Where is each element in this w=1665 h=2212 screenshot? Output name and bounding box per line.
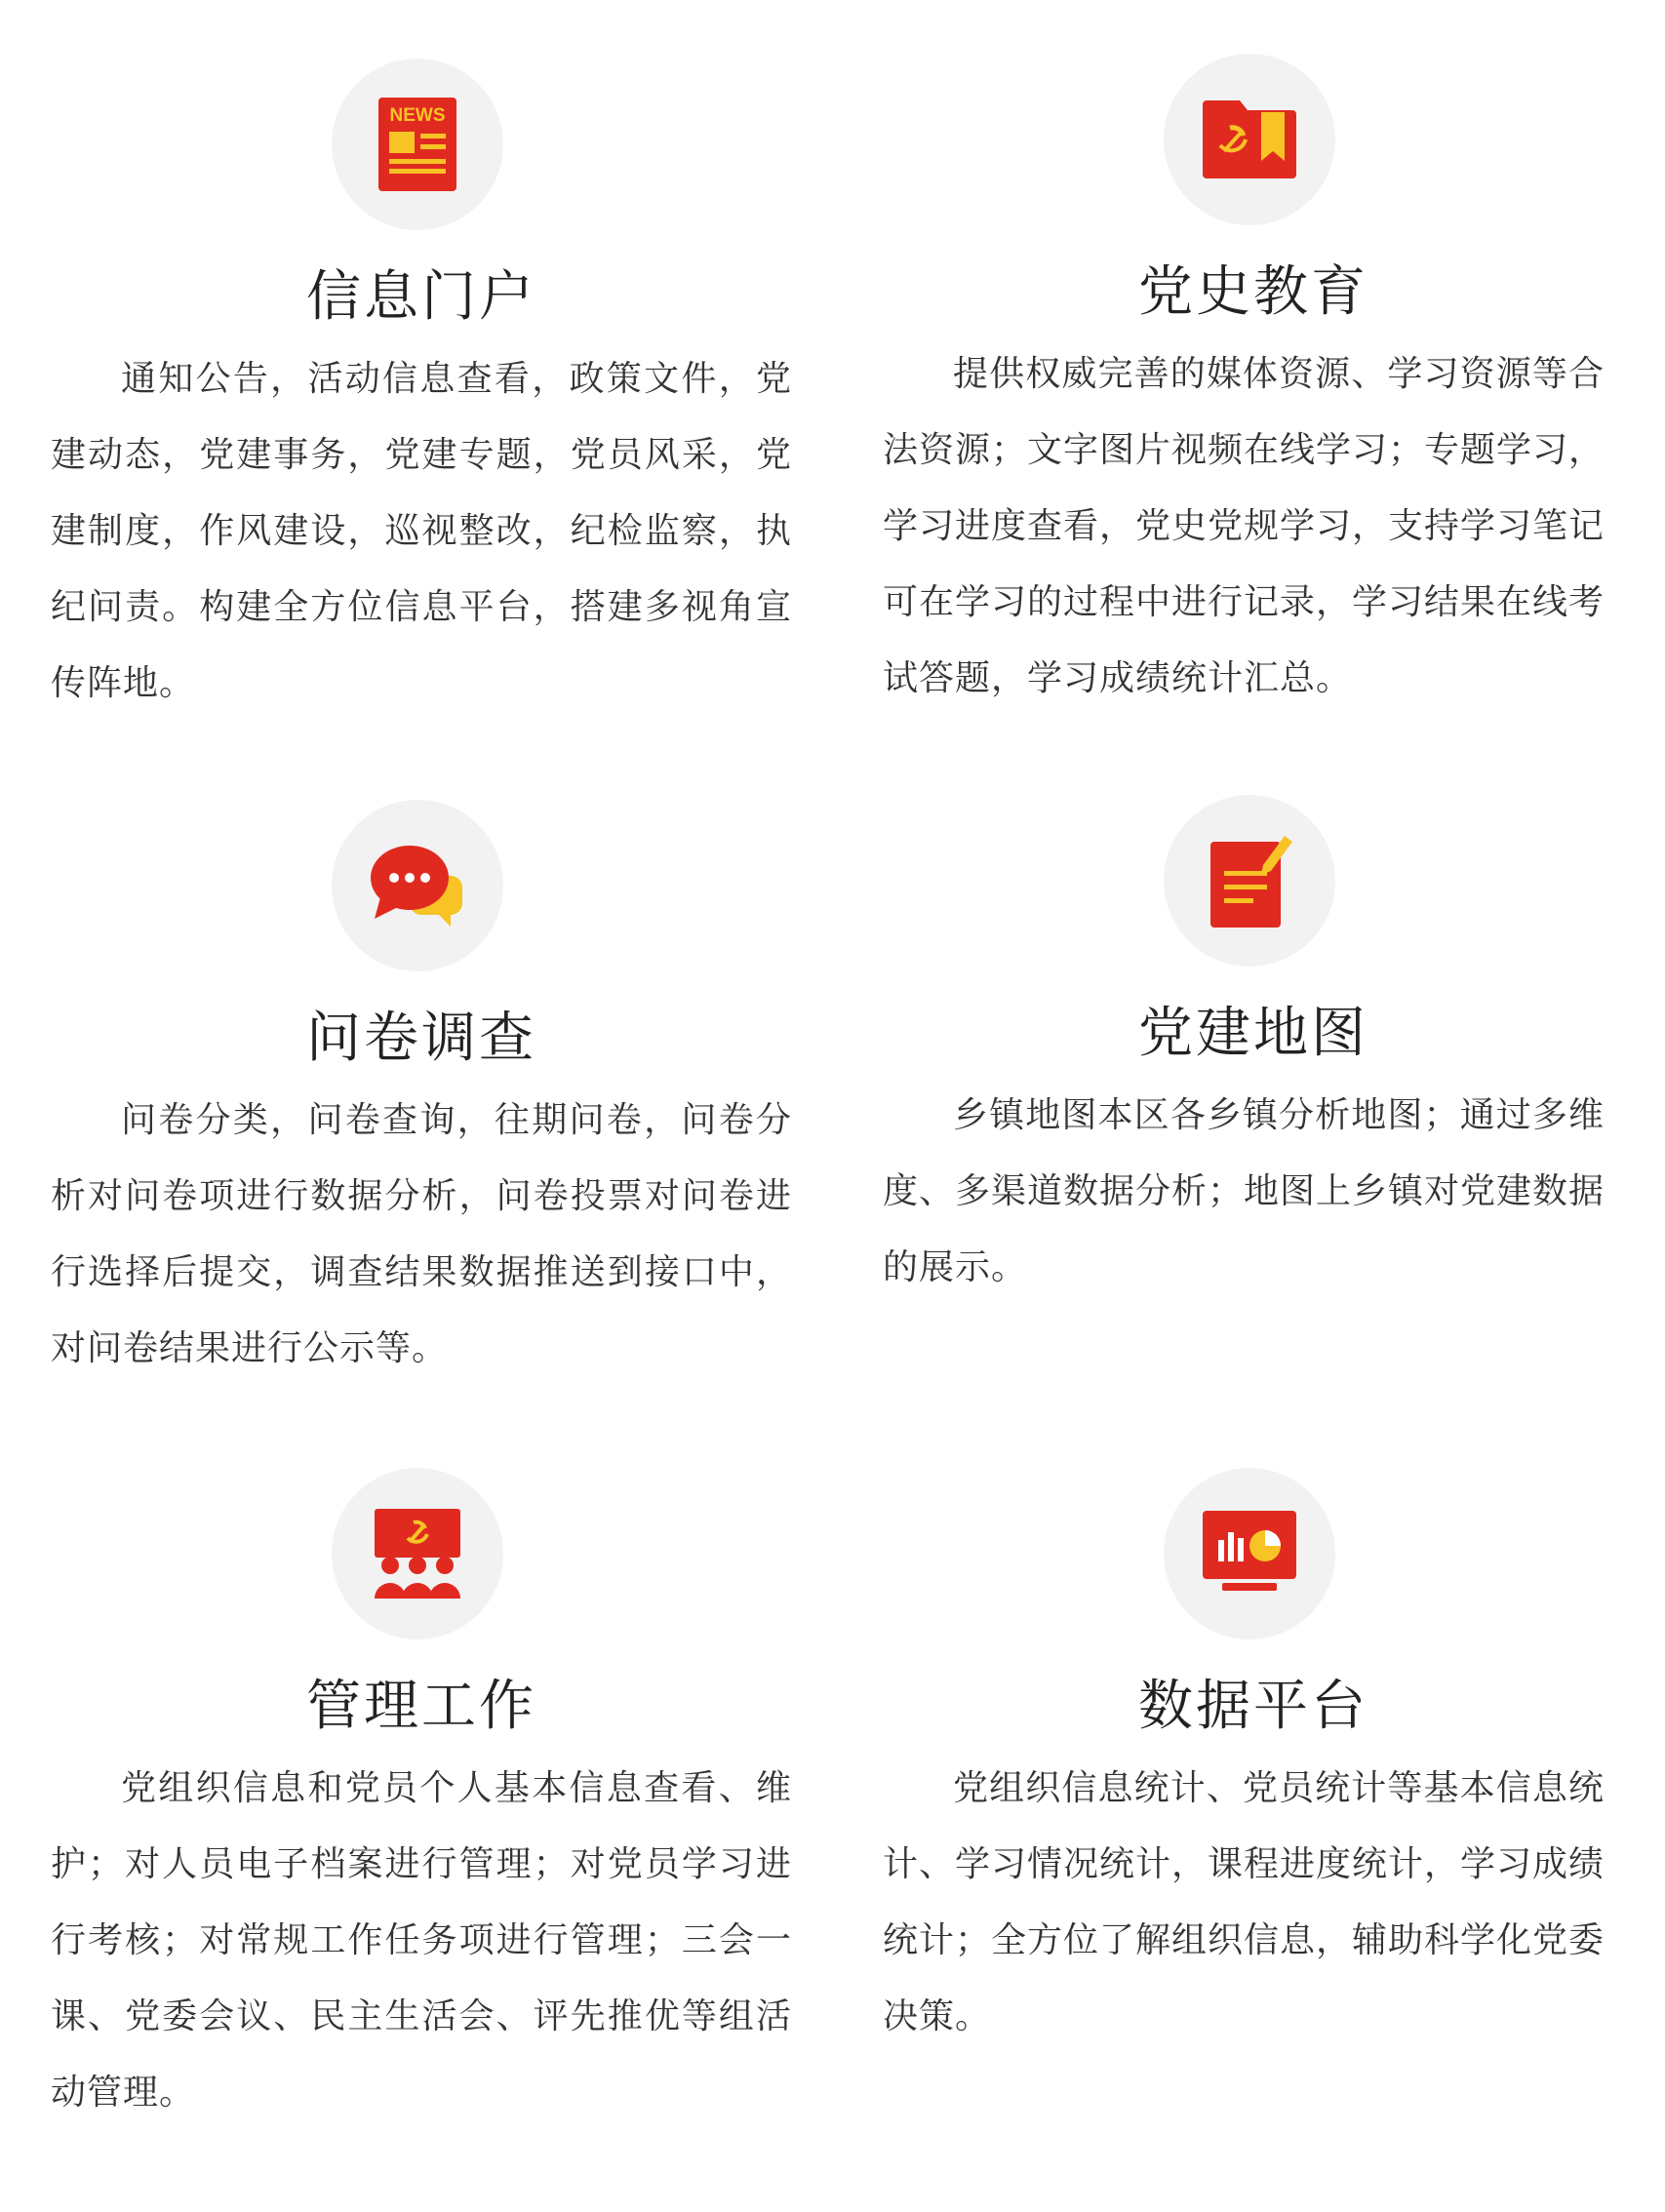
card-title: 数据平台 [1138,1675,1368,1738]
icon-circle [332,59,503,230]
party-folder-icon [1203,100,1296,178]
card-info-portal [51,59,792,722]
card-description: 党组织信息和党员个人基本信息查看、维护；对人员电子档案进行管理；对党员学习进行考核；对常规工作任务项进行管理；三会一课、党委会议、民主生活会、评先推优等组活动管理。 [51,1768,792,2113]
card-data-platform [883,1468,1624,2073]
card-title: 信息门户 [306,265,536,329]
card-title: 党建地图 [1138,1002,1368,1065]
icon-circle [332,1468,503,1639]
card-title: 管理工作 [306,1675,536,1738]
card-party-map [883,795,1624,1400]
news-icon [378,98,456,191]
news-icon-label: NEWS [389,105,446,126]
note-pen-icon [1207,832,1292,929]
meeting-icon [371,1509,464,1599]
icon-circle [332,800,503,971]
card-description: 问卷分类，问卷查询，往期问卷，问卷分析对问卷项进行数据分析，问卷投票对问卷进行选择后提交，调查结果数据推送到接口中，对问卷结果进行公示等。 [51,1100,792,1368]
card-party-history [883,54,1624,717]
icon-circle [1164,54,1335,225]
card-management [51,1468,792,2170]
icon-circle [1164,1468,1335,1639]
card-description: 提供权威完善的媒体资源、学习资源等合法资源；文字图片视频在线学习；专题学习，学习进度查看，党史党规学习，支持学习笔记可在学习的过程中进行记录，学习结果在线考试答题，学习成绩统计汇总。 [883,354,1606,698]
card-title: 党史教育 [1138,260,1368,324]
chat-bubbles-icon [371,843,464,928]
card-survey [51,800,792,1404]
card-description: 党组织信息统计、党员统计等基本信息统计、学习情况统计，课程进度统计，学习成绩统计；全方位了解组织信息，辅助科学化党委决策。 [883,1768,1606,2036]
card-description: 乡镇地图本区各乡镇分析地图；通过多维度、多渠道数据分析；地图上乡镇对党建数据的展示。 [883,1095,1606,1287]
card-description: 通知公告，活动信息查看，政策文件，党建动态，党建事务，党建专题，党员风采，党建制度，作风建设，巡视整改，纪检监察，执纪问责。构建全方位信息平台，搭建多视角宣传阵地。 [51,359,792,703]
data-monitor-icon [1201,1511,1298,1597]
icon-circle [1164,795,1335,967]
card-title: 问卷调查 [306,1007,536,1070]
